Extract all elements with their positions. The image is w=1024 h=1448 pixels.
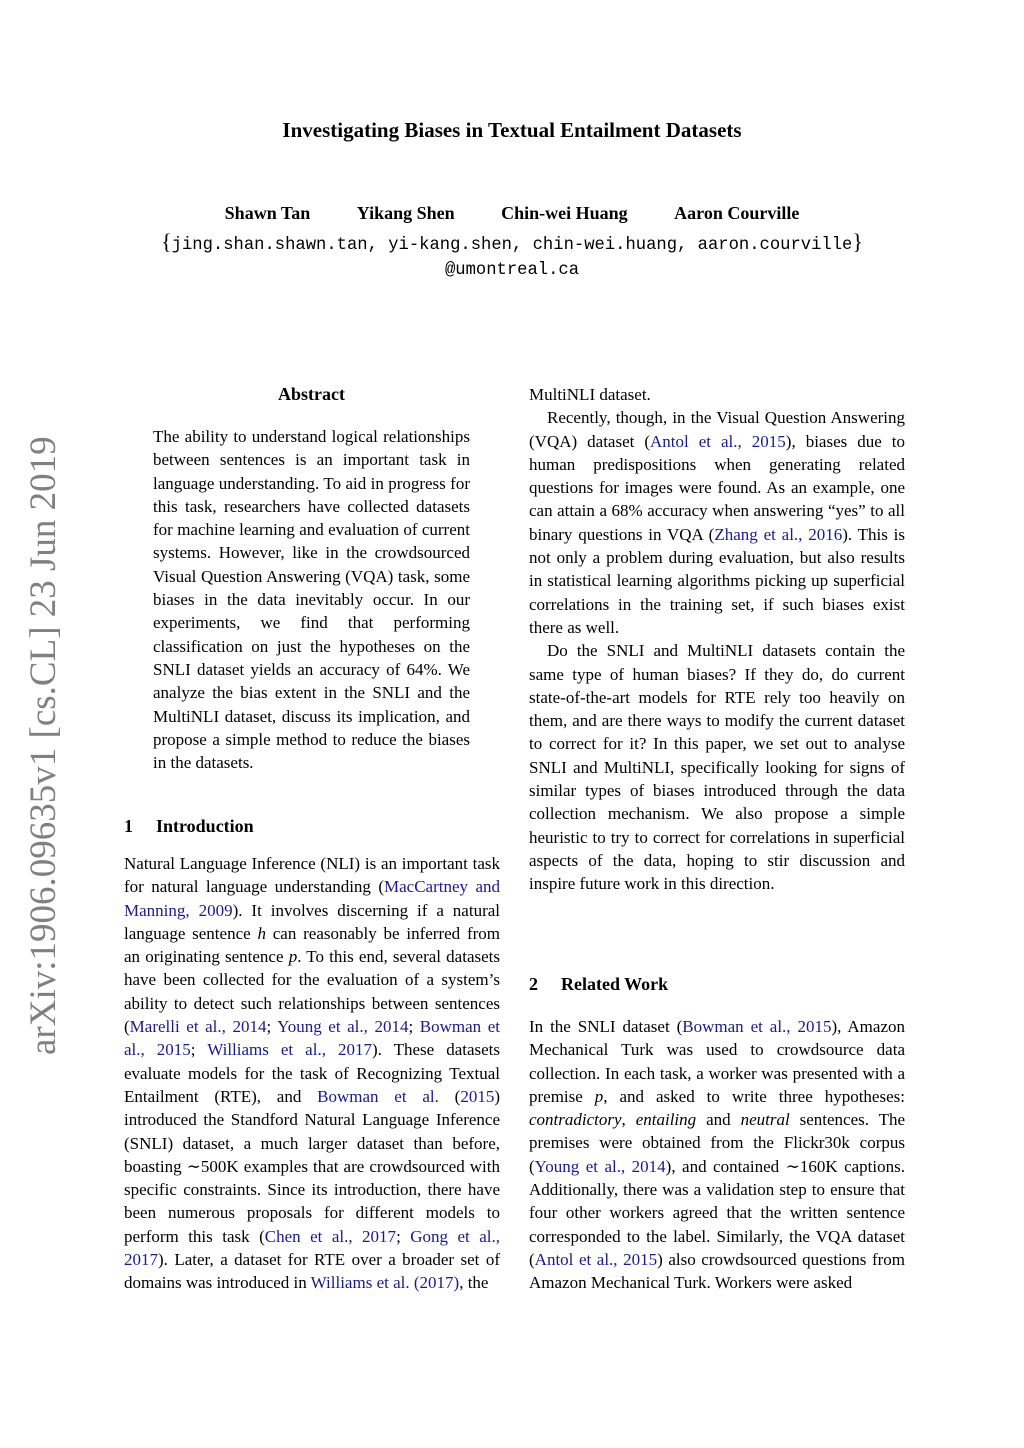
author-emails: {jing.shan.shawn.tan, yi-kang.shen, chin-wei.huang, aaron.courville} @umontreal.ca — [0, 229, 1024, 283]
paragraph: Do the SNLI and MultiNLI datasets contain the same type of human biases? If they do, do current state-of-the-art models for RTE rely too heavily on them, and are there ways to modify the current dataset to correct for it? In this paper, we set out to analyse SNLI and MultiNLI, specifically looking for signs of similar types of biases introduced through the data collection mechanism. We also propose a simple heuristic to try to correct for correlations in superficial aspects of the data, hoping to stir discussion and inspire future work in this direction. — [529, 641, 905, 894]
paragraph: Recently, though, in the Visual Question Answering (VQA) dataset (Antol et al., 2015), biases due to human predispositions when generating related questions for images were found. As an example, one can attain a 68% accuracy when answering “yes” to all binary questions in VQA (Zhang et al., 2016). This is not only a problem during evaluation, but also results in statistical learning algorithms picking up superficial correlations in the training set, if such biases exist there as well. — [529, 408, 906, 637]
citation-link[interactable]: 2015 — [460, 1086, 495, 1106]
citation-link[interactable]: MacCartney and Manning, 2009 — [124, 877, 500, 920]
math-variable: p — [594, 1086, 604, 1106]
abstract-heading: Abstract — [278, 384, 345, 404]
section-title: Related Work — [561, 974, 669, 994]
citation-link[interactable]: Bowman et al. — [317, 1086, 439, 1106]
citation-link[interactable]: Gong et al., 2017 — [124, 1226, 500, 1270]
math-variable: entailing — [635, 1110, 697, 1130]
citation-link[interactable]: Zhang et al., 2016 — [714, 524, 843, 544]
math-variable: contradictory — [529, 1110, 622, 1130]
citation-link[interactable]: Williams et al., 2017 — [207, 1040, 372, 1060]
paper-title: Investigating Biases in Textual Entailment Datasets — [282, 118, 742, 142]
section-title: Introduction — [156, 816, 254, 836]
author-name: Shawn Tan — [224, 203, 311, 223]
paragraph: Natural Language Inference (NLI) is an important task for natural language understanding (MacCartney and Manning, 2009). It involves discerning if a natural language sentence h can reasonably be inferred from an originating sentence p. To this end, several datasets have been collected for the evaluation of a system’s ability to detect such relationships between sentences (Marelli et al., 2014; Young et al., 2014; Bowman et al., 2015; Williams et al., 2017). These datasets evaluate models for the task of Recognizing Textual Entailment (RTE), and Bowman et al. (2015) introduced the Standford Natural Language Inference (SNLI) dataset, a much larger dataset than before, boasting ∼500K examples that are crowdsourced with specific constraints. Since its introduction, there have been numerous proposals for different models to perform this task (Chen et al., 2017; Gong et al., 2017). Later, a dataset for RTE over a broader set of domains was introduced in Williams et al. (2017), the — [124, 854, 501, 1293]
math-variable: h — [257, 923, 266, 943]
citation-link[interactable]: Bowman et al., 2015 — [124, 1017, 500, 1060]
related-work-body — [529, 1015, 905, 1295]
author-name: Yikang Shen — [356, 203, 455, 223]
citation-link[interactable]: Young et al., 2014 — [277, 1017, 409, 1037]
abstract-text: The ability to understand logical relationships between sentences is an important task in language understanding. To aid in progress for this task, researchers have collected datasets for machine learning and evaluation of current systems. However, like in the crowdsourced Visual Question Answering (VQA) task, some biases in the data inevitably occur. In our experiments, we find that performing classification on just the hypotheses on the SNLI dataset yields an accuracy of 64%. We analyze the bias extent in the SNLI and the MultiNLI dataset, discuss its implication, and propose a simple method to reduce the biases in the datasets. — [153, 427, 470, 773]
right-column-intro-continued — [529, 383, 905, 896]
citation-link[interactable]: Williams et al. — [310, 1273, 410, 1293]
math-variable: neutral — [740, 1110, 790, 1130]
introduction-body — [124, 852, 500, 1295]
author-list — [0, 203, 1024, 224]
citation-link[interactable]: Antol et al., 2015 — [534, 1249, 658, 1269]
section-number: 2 — [529, 974, 538, 994]
paragraph: MultiNLI dataset. — [529, 385, 651, 404]
citation-link[interactable]: Young et al., 2014 — [534, 1156, 666, 1176]
email-list: jing.shan.shawn.tan, yi-kang.shen, chin-wei.huang, aaron.courville — [171, 236, 853, 255]
section-heading-introduction — [124, 816, 254, 837]
author-name: Aaron Courville — [674, 203, 800, 223]
abstract-body — [153, 425, 470, 774]
citation-link[interactable]: (2017) — [413, 1273, 460, 1293]
author-name: Chin-wei Huang — [501, 203, 628, 223]
email-domain: @umontreal.ca — [444, 261, 580, 280]
math-variable: p — [288, 947, 298, 967]
section-heading-related-work — [529, 974, 668, 995]
citation-link[interactable]: Bowman et al., 2015 — [682, 1017, 832, 1036]
section-number: 1 — [124, 816, 133, 836]
citation-link[interactable]: Marelli et al., 2014 — [129, 1017, 267, 1037]
arxiv-stamp: arXiv:1906.09635v1 [cs.CL] 23 Jun 2019 — [23, 436, 64, 1055]
paragraph: In the SNLI dataset (Bowman et al., 2015), Amazon Mechanical Turk was used to crowdsource data collection. In each task, a worker was presented with a premise p, and asked to write three hypotheses: contradictory, entailing and neutral sentences. The premises were obtained from the Flickr30k corpus (Young et al., 2014), and contained ∼160K captions. Additionally, there was a validation step to ensure that four other workers agreed that the written sentence corresponded to the label. Similarly, the VQA dataset (Antol et al., 2015) also crowdsourced questions from Amazon Mechanical Turk. Workers were asked — [529, 1017, 906, 1293]
citation-link[interactable]: Antol et al., 2015 — [650, 431, 786, 451]
citation-link[interactable]: Chen et al., 2017 — [264, 1226, 397, 1246]
